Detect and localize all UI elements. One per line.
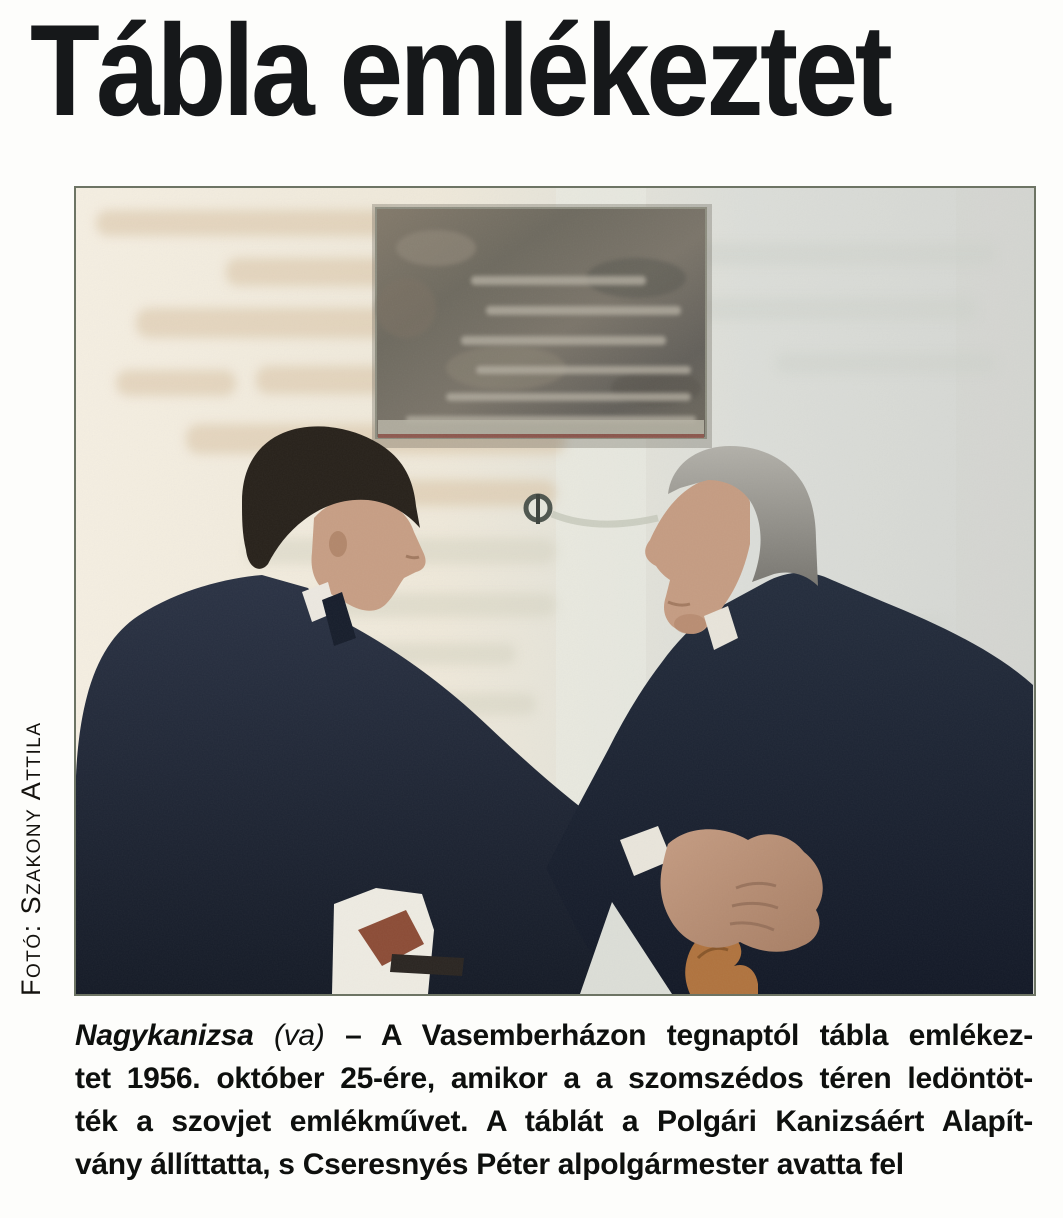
caption-line-3: ték a szovjet emlékművet. A táblát a Polgári Kanizsáért Alapít- — [75, 1105, 1033, 1138]
caption-dateline: Nagykanizsa — [75, 1019, 254, 1052]
article-photo — [74, 186, 1036, 996]
caption-line-2: tet 1956. október 25-ére, amikor a a szomszédos téren ledöntöt- — [75, 1062, 1033, 1095]
photo-caption — [75, 1014, 1033, 1186]
caption-byline: (va) — [274, 1019, 325, 1052]
caption-line-4: vány állíttatta, s Cseresnyés Péter alpolgármester avatta fel — [75, 1148, 904, 1181]
film-grain — [76, 188, 1034, 994]
article-headline: Tábla emlékeztet — [30, 0, 890, 143]
caption-line-1-text: – A Vasemberházon tegnaptól tábla emlékez- — [345, 1019, 1033, 1052]
caption-line-1 — [75, 1014, 1033, 1057]
photo-credit: Fotó: Szakony Attila — [16, 721, 46, 996]
